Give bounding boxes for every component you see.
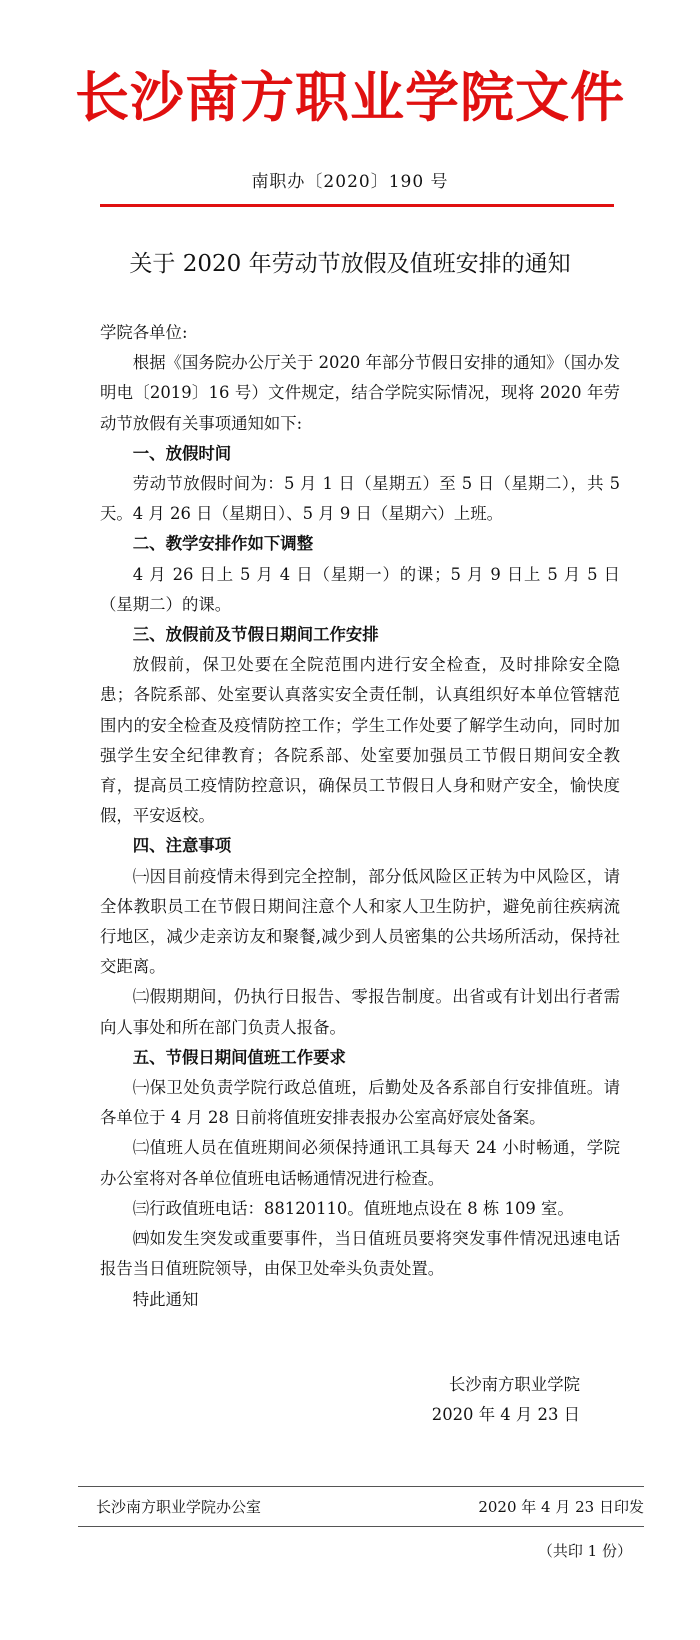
footer-issuer: 长沙南方职业学院办公室 — [96, 1498, 262, 1516]
section-5-item-3: ㈢行政值班电话：88120110。值班地点设在 8 栋 109 室。 — [132, 1198, 574, 1218]
section-5-item-1: ㈠保卫处负责学院行政总值班，后勤处及各系部自行安排值班。请各单位于 4 月 28 日前将值班安排表报办公室高妤宸处备案。 — [100, 1078, 620, 1128]
signature-date: 2020 年 4 月 23 日 — [431, 1405, 580, 1424]
closing-line: 特此通知 — [132, 1289, 199, 1309]
section-3-heading: 三、放假前及节假日期间工作安排 — [132, 625, 379, 645]
section-4-heading: 四、注意事项 — [132, 836, 232, 856]
section-5-item-4: ㈣如发生突发或重要事件，当日值班员要将突发事件情况迅速电话报告当日值班院领导，由保卫处牵头负责处置。 — [100, 1229, 620, 1279]
section-4-item-1: ㈠因目前疫情未得到完全控制，部分低风险区正转为中风险区，请全体教职员工在节假日期间注意个人和家人卫生防护，避免前往疾病流行地区，减少走亲访友和聚餐,减少到人员密集的公共场所活动，保持社交距离。 — [100, 866, 620, 977]
signature-organization: 长沙南方职业学院 — [448, 1375, 580, 1394]
masthead-title: 长沙南方职业学院文件 — [75, 65, 625, 129]
intro-paragraph: 根据《国务院办公厅关于 2020 年部分节假日安排的通知》（国办发明电〔2019〕16 号）文件规定，结合学院实际情况，现将 2020 年劳动节放假有关事项通知如下: — [100, 353, 620, 433]
section-2-heading: 二、教学安排作如下调整 — [132, 534, 314, 554]
footer-top-rule — [78, 1486, 644, 1487]
section-2-paragraph: 4 月 26 日上 5 月 4 日（星期一）的课；5 月 9 日上 5 月 5 日（星期二）的课。 — [100, 564, 620, 614]
red-divider — [100, 204, 614, 207]
section-4-item-2: ㈡假期期间，仍执行日报告、零报告制度。出省或有计划出行者需向人事处和所在部门负责人报备。 — [100, 987, 620, 1037]
footer-print-date: 2020 年 4 月 23 日印发 — [478, 1498, 644, 1516]
section-1-paragraph: 劳动节放假时间为：5 月 1 日（星期五）至 5 日（星期二），共 5 天。4 月 26 日（星期日）、5 月 9 日（星期六）上班。 — [100, 474, 620, 524]
notice-body — [100, 318, 620, 1315]
footer-bottom-rule — [78, 1526, 644, 1527]
section-3-paragraph: 放假前，保卫处要在全院范围内进行安全检查，及时排除安全隐患；各院系部、处室要认真落实安全责任制，认真组织好本单位管辖范围内的安全检查及疫情防控工作；学生工作处要了解学生动向，同时加强学生安全纪律教育；各院系部、处室要加强员工节假日期间安全教育，提高员工疫情防控意识，确保员工节假日人身和财产安全，愉快度假，平安返校。 — [100, 655, 620, 826]
notice-title: 关于 2020 年劳动节放假及值班安排的通知 — [129, 251, 571, 277]
section-5-item-2: ㈡值班人员在值班期间必须保持通讯工具每天 24 小时畅通，学院办公室将对各单位值班电话畅通情况进行检查。 — [100, 1138, 620, 1188]
section-1-heading: 一、放假时间 — [132, 443, 232, 463]
footer-copies: （共印 1 份） — [537, 1542, 632, 1560]
salutation: 学院各单位: — [100, 323, 188, 342]
document-number: 南职办〔2020〕190 号 — [251, 172, 449, 192]
section-5-heading: 五、节假日期间值班工作要求 — [132, 1047, 346, 1067]
